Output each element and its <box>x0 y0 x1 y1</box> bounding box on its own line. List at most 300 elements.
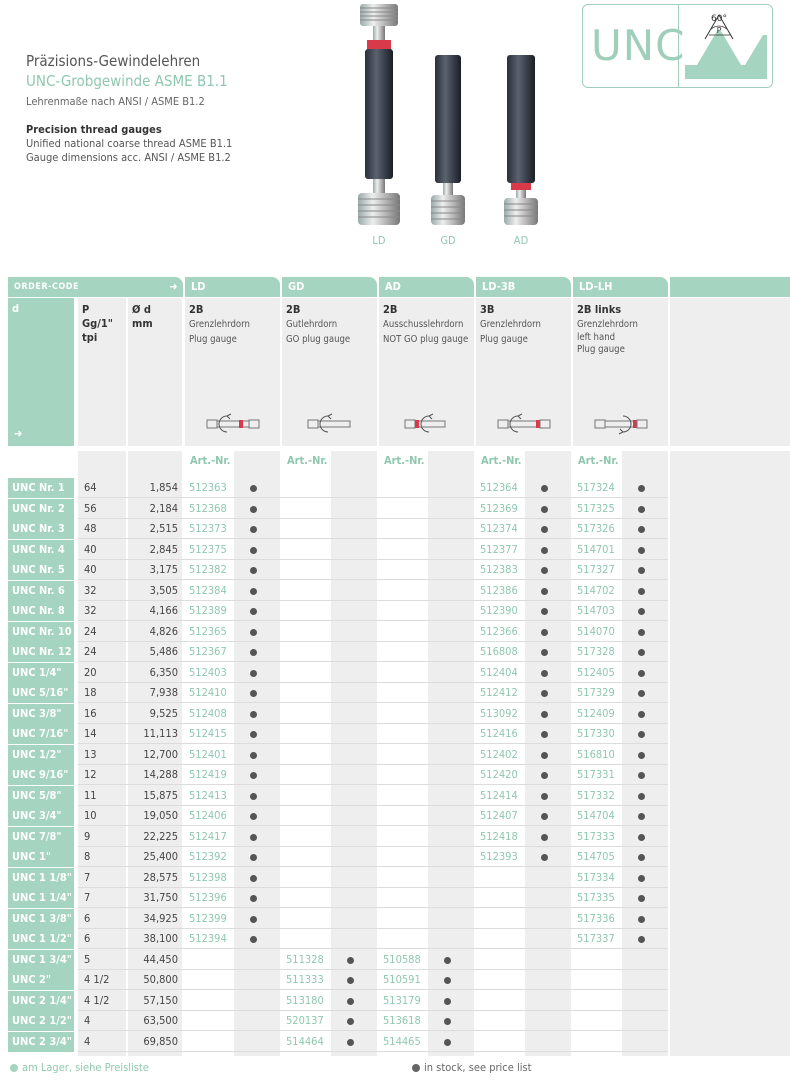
row-thread-size: UNC 2 1/2" <box>8 1011 74 1031</box>
ad-gauge-image <box>500 0 542 232</box>
stock-dot-icon <box>541 752 548 759</box>
row-pitch: 4 <box>84 1035 91 1048</box>
header-gd <box>282 298 377 446</box>
table-row <box>8 622 790 642</box>
stock-dot-icon <box>541 567 548 574</box>
stock-dot-icon <box>638 834 645 841</box>
row-diameter: 2,845 <box>149 543 178 556</box>
art-nr-ldlh: 514702 <box>577 584 615 597</box>
row-pitch: 64 <box>84 481 97 494</box>
row-thread-size: UNC 1 3/8" <box>8 909 74 929</box>
row-thread-size: UNC Nr. 1 <box>8 478 74 498</box>
table-row <box>8 724 790 744</box>
art-nr-ldlh: 514705 <box>577 850 615 863</box>
table-row <box>8 478 790 498</box>
row-diameter: 9,525 <box>149 707 178 720</box>
arrow-right-icon: ➜ <box>169 280 178 293</box>
art-nr-ld3b: 512393 <box>480 850 518 863</box>
tab-ld-3b: LD-3B <box>476 277 571 297</box>
row-diameter: 50,800 <box>143 973 178 986</box>
stock-dot-icon <box>347 977 354 984</box>
ld-caption: LD <box>372 234 386 247</box>
row-pitch: 13 <box>84 748 97 761</box>
row-divider <box>78 989 668 990</box>
art-nr-ld: 512398 <box>189 871 227 884</box>
plug-gauge-3b-icon <box>496 412 554 436</box>
ldlh-desc-de: Grenzlehrdorn <box>577 319 638 330</box>
legend-text-de: am Lager, siehe Preisliste <box>22 1061 149 1074</box>
table-row <box>8 745 790 765</box>
stock-dot-icon <box>444 957 451 964</box>
stock-dot-icon <box>638 629 645 636</box>
ld-gauge-image <box>352 0 406 232</box>
row-diameter: 1,854 <box>149 481 178 494</box>
row-pitch: 32 <box>84 604 97 617</box>
stock-dot-icon <box>638 793 645 800</box>
stock-dot-icon <box>250 813 257 820</box>
row-pitch: 24 <box>84 645 97 658</box>
table-row <box>8 581 790 601</box>
art-nr-ld3b: 516808 <box>480 645 518 658</box>
table-row <box>8 868 790 888</box>
art-nr-ld3b: 512386 <box>480 584 518 597</box>
stock-dot-icon <box>250 772 257 779</box>
ad-caption: AD <box>513 234 529 247</box>
art-nr-ldlh: 517328 <box>577 645 615 658</box>
row-pitch: 24 <box>84 625 97 638</box>
table-row <box>8 1032 790 1052</box>
table-row <box>8 704 790 724</box>
go-plug-icon <box>302 412 360 436</box>
row-thread-size: UNC 1 1/8" <box>8 868 74 888</box>
row-thread-size: UNC Nr. 10 <box>8 622 74 642</box>
header-ad <box>379 298 474 446</box>
row-pitch: 4 1/2 <box>84 994 110 1007</box>
row-thread-size: UNC Nr. 2 <box>8 499 74 519</box>
row-pitch: 18 <box>84 686 97 699</box>
stock-dot-icon <box>638 690 645 697</box>
stock-dot-icon <box>250 875 257 882</box>
art-nr-ldlh: 517330 <box>577 727 615 740</box>
stock-dot-icon <box>250 752 257 759</box>
stock-dot-icon <box>250 547 257 554</box>
header-ld <box>185 298 280 446</box>
row-divider <box>78 702 668 703</box>
row-thread-size: UNC Nr. 8 <box>8 601 74 621</box>
row-thread-size: UNC 2 1/4" <box>8 991 74 1011</box>
row-thread-size: UNC 5/8" <box>8 786 74 806</box>
header-d <box>8 298 74 446</box>
stock-dot-icon <box>638 752 645 759</box>
stock-dot-icon <box>541 731 548 738</box>
row-diameter: 4,826 <box>149 625 178 638</box>
row-pitch: 5 <box>84 953 91 966</box>
art-nr-ld: 512403 <box>189 666 227 679</box>
row-pitch: 7 <box>84 871 91 884</box>
stock-dot-icon <box>444 1018 451 1025</box>
row-divider <box>78 661 668 662</box>
tab-empty <box>670 277 790 297</box>
row-thread-size: UNC 9/16" <box>8 765 74 785</box>
row-diameter: 3,505 <box>149 584 178 597</box>
art-nr-ld3b: 512404 <box>480 666 518 679</box>
legend-dot-grey-icon <box>412 1064 420 1072</box>
row-diameter: 19,050 <box>143 809 178 822</box>
stock-dot-icon <box>444 998 451 1005</box>
row-pitch: 32 <box>84 584 97 597</box>
row-pitch: 56 <box>84 502 97 515</box>
english-gauge-standard: Gauge dimensions acc. ANSI / ASME B1.2 <box>26 151 231 164</box>
row-pitch: 40 <box>84 563 97 576</box>
stock-dot-icon <box>347 998 354 1005</box>
stock-dot-icon <box>250 608 257 615</box>
row-diameter: 15,875 <box>143 789 178 802</box>
ld3b-desc-en: Plug gauge <box>480 334 528 345</box>
stock-dot-icon <box>541 854 548 861</box>
stock-dot-icon <box>250 485 257 492</box>
table-row <box>8 1011 790 1031</box>
art-nr-ldlh: 517337 <box>577 932 615 945</box>
art-nr-ld3b: 512377 <box>480 543 518 556</box>
stock-dot-icon <box>638 526 645 533</box>
stock-dot-icon <box>638 485 645 492</box>
row-pitch: 9 <box>84 830 91 843</box>
art-nr-ld3b: 512414 <box>480 789 518 802</box>
art-nr-gd: 514464 <box>286 1035 324 1048</box>
stock-dot-icon <box>250 895 257 902</box>
row-thread-size: UNC 1 1/2" <box>8 929 74 949</box>
stock-dot-icon <box>250 690 257 697</box>
arrow-down-icon: ➜ <box>14 427 23 440</box>
art-nr-ld: 512401 <box>189 748 227 761</box>
gd-desc-de: Gutlehrdorn <box>286 319 338 330</box>
stock-dot-icon <box>541 670 548 677</box>
gd-class: 2B <box>286 303 301 316</box>
art-nr-ld: 512382 <box>189 563 227 576</box>
art-nr-ad: 514465 <box>383 1035 421 1048</box>
ld-desc-en: Plug gauge <box>189 334 237 345</box>
ldlh-desc-en: left hand <box>577 332 616 343</box>
art-nr-ld3b: 512366 <box>480 625 518 638</box>
left-hand-plug-icon <box>593 412 651 436</box>
stock-dot-icon <box>638 936 645 943</box>
unc-badge <box>582 4 773 88</box>
art-nr-ldlh: 512405 <box>577 666 615 679</box>
ldlh-class: 2B links <box>577 303 622 316</box>
row-divider <box>78 1030 668 1031</box>
stock-dot-icon <box>638 875 645 882</box>
art-nr-ld: 512363 <box>189 481 227 494</box>
art-nr-ldlh: 517324 <box>577 481 615 494</box>
row-pitch: 16 <box>84 707 97 720</box>
row-diameter: 2,184 <box>149 502 178 515</box>
art-nr-ld3b: 512412 <box>480 686 518 699</box>
row-divider <box>78 579 668 580</box>
art-nr-ldlh: 517329 <box>577 686 615 699</box>
table-row <box>8 601 790 621</box>
stock-dot-icon <box>250 526 257 533</box>
badge-divider <box>678 5 679 87</box>
tab-gd: GD <box>282 277 377 297</box>
table-row <box>8 888 790 908</box>
row-diameter: 11,113 <box>143 727 178 740</box>
art-nr-ld3b: 512369 <box>480 502 518 515</box>
art-nr-ld3b: 512420 <box>480 768 518 781</box>
row-divider <box>78 907 668 908</box>
art-nr-ad: 510591 <box>383 973 421 986</box>
art-nr-ldlh: 517334 <box>577 871 615 884</box>
row-divider <box>78 620 668 621</box>
row-diameter: 25,400 <box>143 850 178 863</box>
art-nr-ld3b: 512407 <box>480 809 518 822</box>
stock-dot-icon <box>250 711 257 718</box>
art-nr-ld: 512373 <box>189 522 227 535</box>
row-diameter: 12,700 <box>143 748 178 761</box>
row-thread-size: UNC 7/8" <box>8 827 74 847</box>
unc-badge-text: UNC <box>591 21 686 70</box>
gd-gauge-image <box>428 0 468 232</box>
art-nr-ad: Art.-Nr. <box>384 454 425 467</box>
row-thread-size: UNC Nr. 4 <box>8 540 74 560</box>
stock-dot-icon <box>638 895 645 902</box>
row-pitch: 14 <box>84 727 97 740</box>
art-nr-ld: 512367 <box>189 645 227 658</box>
row-diameter: 44,450 <box>143 953 178 966</box>
stock-dot-icon <box>638 711 645 718</box>
col-od-line1: Ø d <box>132 303 151 316</box>
stock-dot-icon <box>250 567 257 574</box>
row-thread-size: UNC 1 1/4" <box>8 888 74 908</box>
col-p-line3: tpi <box>82 331 98 344</box>
art-nr-ldlh: 517336 <box>577 912 615 925</box>
row-thread-size: UNC 1" <box>8 847 74 867</box>
art-nr-ldlh: 514704 <box>577 809 615 822</box>
row-diameter: 2,515 <box>149 522 178 535</box>
header-diameter <box>128 298 182 446</box>
stock-dot-icon <box>541 506 548 513</box>
table-row <box>8 765 790 785</box>
stock-dot-icon <box>541 588 548 595</box>
stock-dot-icon <box>638 772 645 779</box>
row-diameter: 4,166 <box>149 604 178 617</box>
art-nr-ld3b: 512402 <box>480 748 518 761</box>
art-nr-ld: 512394 <box>189 932 227 945</box>
stock-dot-icon <box>444 1039 451 1046</box>
row-divider <box>78 497 668 498</box>
art-nr-ld: 512389 <box>189 604 227 617</box>
table-row <box>8 663 790 683</box>
row-divider <box>78 743 668 744</box>
ldlh-desc-en2: Plug gauge <box>577 344 625 355</box>
row-thread-size: UNC Nr. 6 <box>8 581 74 601</box>
art-nr-ldlh: 517332 <box>577 789 615 802</box>
art-nr-ld: 512396 <box>189 891 227 904</box>
art-nr-ld: 512375 <box>189 543 227 556</box>
row-pitch: 4 1/2 <box>84 973 110 986</box>
table-row <box>8 806 790 826</box>
tab-order-code <box>8 277 183 297</box>
row-pitch: 4 <box>84 1014 91 1027</box>
stock-dot-icon <box>347 1039 354 1046</box>
tab-ld: LD <box>185 277 280 297</box>
art-nr-ldlh: 517326 <box>577 522 615 535</box>
row-diameter: 7,938 <box>149 686 178 699</box>
art-nr-ldlh: 514701 <box>577 543 615 556</box>
stock-dot-icon <box>541 649 548 656</box>
table-row <box>8 786 790 806</box>
col-d-label: d <box>12 302 20 315</box>
stock-dot-icon <box>638 567 645 574</box>
row-pitch: 20 <box>84 666 97 679</box>
table-row <box>8 929 790 949</box>
table-row <box>8 499 790 519</box>
table-row <box>8 540 790 560</box>
row-thread-size: UNC Nr. 12 <box>8 642 74 662</box>
row-diameter: 14,288 <box>143 768 178 781</box>
ad-desc-de: Ausschusslehrdorn <box>383 319 464 330</box>
art-nr-ldlh: 517333 <box>577 830 615 843</box>
stock-dot-icon <box>638 854 645 861</box>
art-nr-ad: 510588 <box>383 953 421 966</box>
art-nr-ld: 512417 <box>189 830 227 843</box>
row-pitch: 48 <box>84 522 97 535</box>
art-nr-ldlh: 516810 <box>577 748 615 761</box>
art-nr-ldlh: 514703 <box>577 604 615 617</box>
stock-dot-icon <box>541 711 548 718</box>
stock-dot-icon <box>250 834 257 841</box>
table-row <box>8 683 790 703</box>
art-nr-gd: 511333 <box>286 973 324 986</box>
gd-desc-en: GO plug gauge <box>286 334 351 345</box>
row-diameter: 22,225 <box>143 830 178 843</box>
art-nr-ld3b: 512374 <box>480 522 518 535</box>
art-nr-ldlh: 514070 <box>577 625 615 638</box>
legend-dot-green-icon <box>10 1064 18 1072</box>
ld-desc-de: Grenzlehrdorn <box>189 319 250 330</box>
row-diameter: 63,500 <box>143 1014 178 1027</box>
art-nr-ld: Art.-Nr. <box>190 454 231 467</box>
row-pitch: 10 <box>84 809 97 822</box>
art-nr-ld: 512368 <box>189 502 227 515</box>
row-divider <box>78 784 668 785</box>
row-pitch: 12 <box>84 768 97 781</box>
col-p-line2: Gg/1" <box>82 317 113 330</box>
row-diameter: 5,486 <box>149 645 178 658</box>
stock-dot-icon <box>541 547 548 554</box>
row-diameter: 34,925 <box>143 912 178 925</box>
row-diameter: 31,750 <box>143 891 178 904</box>
row-diameter: 69,850 <box>143 1035 178 1048</box>
row-thread-size: UNC 3/4" <box>8 806 74 826</box>
row-thread-size: UNC 1/4" <box>8 663 74 683</box>
stock-dot-icon <box>638 670 645 677</box>
stock-dot-icon <box>250 588 257 595</box>
plug-gauge-red-icon <box>205 412 263 436</box>
stock-dot-icon <box>638 731 645 738</box>
stock-dot-icon <box>541 793 548 800</box>
tab-ld-lh: LD-LH <box>573 277 668 297</box>
row-divider <box>78 1051 668 1052</box>
row-thread-size: UNC 1 3/4" <box>8 950 74 970</box>
art-nr-ld3b: Art.-Nr. <box>481 454 522 467</box>
ad-class: 2B <box>383 303 398 316</box>
art-nr-ldlh: 512409 <box>577 707 615 720</box>
badge-angle: 60° <box>711 14 727 24</box>
art-nr-ld3b: 512416 <box>480 727 518 740</box>
table-row <box>8 847 790 867</box>
row-divider <box>78 948 668 949</box>
stock-dot-icon <box>638 547 645 554</box>
row-divider <box>78 538 668 539</box>
stock-dot-icon <box>250 854 257 861</box>
row-divider <box>78 825 668 826</box>
art-nr-ldlh: Art.-Nr. <box>578 454 619 467</box>
art-nr-ld3b: 513092 <box>480 707 518 720</box>
art-nr-ldlh: 517331 <box>577 768 615 781</box>
art-nr-gd: 511328 <box>286 953 324 966</box>
row-divider <box>78 866 668 867</box>
stock-dot-icon <box>250 649 257 656</box>
row-diameter: 28,575 <box>143 871 178 884</box>
stock-dot-icon <box>541 526 548 533</box>
stock-dot-icon <box>541 629 548 636</box>
art-nr-ld: 512413 <box>189 789 227 802</box>
thread-profile-icon <box>683 9 769 85</box>
header-ld-lh <box>573 298 668 446</box>
stock-dot-icon <box>541 813 548 820</box>
stock-dot-icon <box>541 772 548 779</box>
row-thread-size: UNC 3/8" <box>8 704 74 724</box>
stock-dot-icon <box>347 957 354 964</box>
stock-dot-icon <box>250 793 257 800</box>
art-nr-ad: 513179 <box>383 994 421 1007</box>
table-row <box>8 991 790 1011</box>
stock-dot-icon <box>638 813 645 820</box>
art-nr-ldlh: 517327 <box>577 563 615 576</box>
art-nr-ldlh: 517325 <box>577 502 615 515</box>
order-code-label: ORDER-CODE <box>14 282 80 292</box>
art-nr-ld: 512408 <box>189 707 227 720</box>
art-nr-ld: 512410 <box>189 686 227 699</box>
stock-dot-icon <box>250 936 257 943</box>
row-thread-size: UNC 5/16" <box>8 683 74 703</box>
table-row <box>8 642 790 662</box>
row-pitch: 7 <box>84 891 91 904</box>
gd-caption: GD <box>440 234 456 247</box>
art-nr-gd: 520137 <box>286 1014 324 1027</box>
ld-class: 2B <box>189 303 204 316</box>
row-thread-size: UNC 2 3/4" <box>8 1032 74 1052</box>
gauge-standard-de: Lehrenmaße nach ANSI / ASME B1.2 <box>26 95 205 108</box>
row-diameter: 3,175 <box>149 563 178 576</box>
art-nr-ld: 512384 <box>189 584 227 597</box>
header-ld-3b <box>476 298 571 446</box>
legend-in-stock-de <box>10 1061 149 1074</box>
header-pitch <box>78 298 126 446</box>
row-diameter: 57,150 <box>143 994 178 1007</box>
stock-dot-icon <box>541 608 548 615</box>
stock-dot-icon <box>541 485 548 492</box>
legend-text-en: in stock, see price list <box>424 1061 532 1074</box>
art-nr-ldlh: 517335 <box>577 891 615 904</box>
art-nr-ld3b: 512364 <box>480 481 518 494</box>
row-thread-size: UNC Nr. 3 <box>8 519 74 539</box>
english-title: Precision thread gauges <box>26 123 162 136</box>
col-od-line2: mm <box>132 317 153 330</box>
art-nr-ld: 512365 <box>189 625 227 638</box>
row-thread-size: UNC 2" <box>8 970 74 990</box>
table-row <box>8 827 790 847</box>
